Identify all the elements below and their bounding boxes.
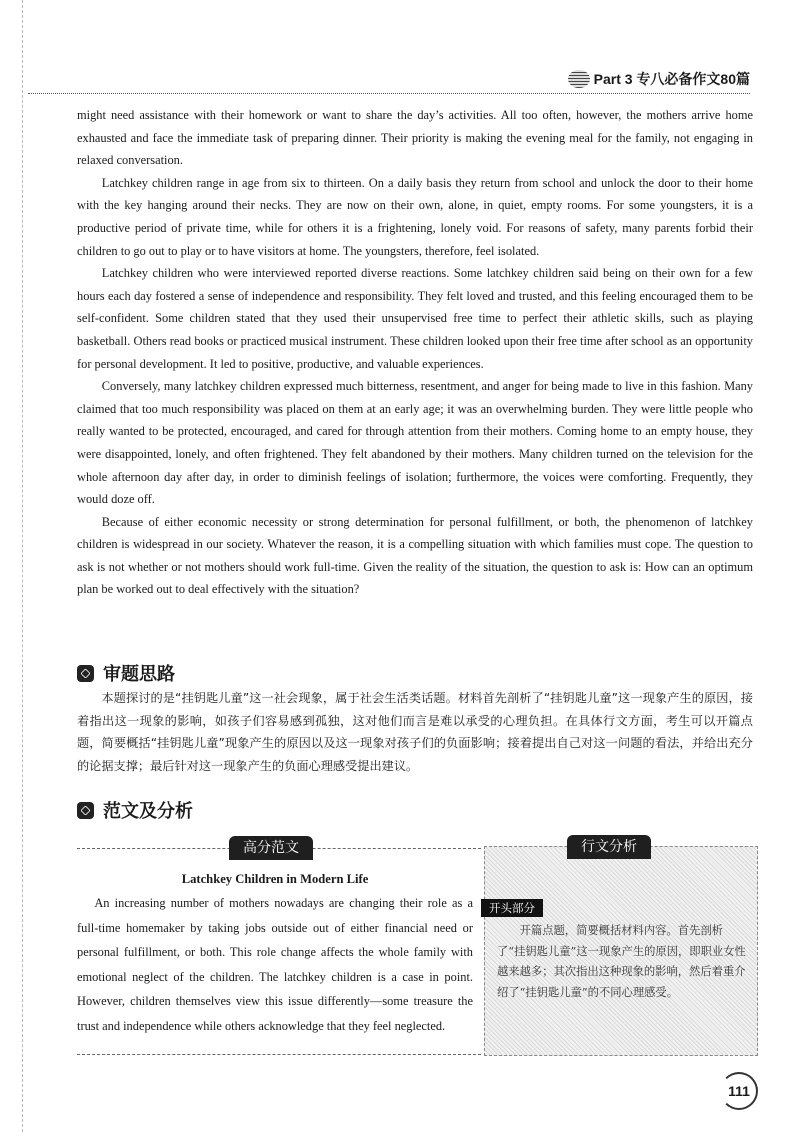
analysis-tab: 行文分析: [567, 835, 651, 859]
header-rule: [28, 93, 750, 94]
passage-paragraph: Because of either economic necessity or strong determination for personal fulfillment, or both, the phenomenon of latchkey children is widespread in our society. Whatever the reason, it is a compelling situation with which families must cope. The question to ask is not whether or not mothers should work full-time. Given the reality of the situation, the question to ask is: How can an optimum plan be worked out to deal effectively with the situation?: [77, 514, 753, 597]
section-title: 审题思路: [103, 664, 175, 685]
section-heading-analysis: [77, 660, 175, 686]
analysis-note: 开篇点题，简要概括材料内容。首先剖析了“挂钥匙儿童”这一现象产生的原因，即职业女性越来越多；其次指出这种现象的影响，然后着重介绍了“挂钥匙儿童”的不同心理感受。: [497, 924, 746, 999]
section-title: 范文及分析: [103, 801, 193, 822]
topic-analysis: [77, 687, 753, 777]
running-header: [568, 66, 750, 92]
passage: [77, 104, 753, 601]
analysis-box: [484, 839, 758, 1056]
opening-label: 开头部分: [481, 899, 543, 917]
essay-title: Latchkey Children in Modern Life: [181, 872, 369, 886]
part-label: Part 3 专八必备作文80篇: [593, 71, 750, 87]
divider: [77, 1054, 481, 1055]
model-essay: [77, 840, 473, 1039]
globe-icon: [568, 70, 590, 88]
binding-margin: [0, 0, 23, 1132]
layers-icon: [77, 802, 94, 819]
passage-paragraph: Latchkey children who were interviewed reported diverse reactions. Some latchkey children said being on their own for a few hours each day fostered a sense of independence and responsibility. They felt loved and trusted, and this feeling encouraged them to be self-confident. Some children stated that they used their unsupervised free time to perfect their athletic skills, such as playing basketball. Others read books or practiced musical instrument. These children looked upon their free time after school as an opportunity for personal development. It led to positive, productive, and valuable experiences.: [77, 266, 753, 371]
layers-icon: [77, 665, 94, 682]
model-essay-tab: 高分范文: [229, 836, 313, 860]
passage-paragraph: Latchkey children range in age from six to thirteen. On a daily basis they return from school and unlock the door to their home with the key hanging around their necks. They are now on their own, alone, in quiet, empty rooms. For some youngsters, it is a productive period of private time, while for others it is a frightening, lonely void. For reasons of safety, many parents forbid their children to go out to play or to have visitors at home. The youngsters, therefore, feel isolated.: [77, 175, 753, 258]
section-heading-model: [77, 797, 193, 823]
analysis-paragraph: 本题探讨的是“挂钥匙儿童”这一社会现象，属于社会生活类话题。材料首先剖析了“挂钥匙儿童”这一现象产生的原因，接着指出这一现象的影响，如孩子们容易感到孤独，这对他们而言是难以承受的心理负担。在具体行文方面，考生可以开篇点题，简要概括“挂钥匙儿童”现象产生的原因以及这一现象对孩子们的负面影响；接着提出自己对这一问题的看法，并给出充分的论据支撑；最后针对这一现象产生的负面心理感受提出建议。: [77, 691, 753, 773]
passage-paragraph: might need assistance with their homework or want to share the day’s activities. All too often, however, the mothers arrive home exhausted and face the immediate task of preparing dinner. Their priority is making the evening meal for the family, not engaging in relaxed conversation.: [77, 108, 753, 168]
page-number: 111: [720, 1072, 758, 1110]
passage-paragraph: Conversely, many latchkey children expressed much bitterness, resentment, and anger for being made to live in this fashion. Many claimed that too much responsibility was placed on them at an early age; it was an overwhelming burden. They were little people who really wanted to be protected, encouraged, and cared for through attention from their mothers. Coming home to an empty house, they were disappointed, lonely, and often frightened. They felt abandoned by their mothers. Many children turned on the television for the whole afternoon day after day, in order to diminish feelings of isolation; furthermore, the voices were comforting. Frequently, they would doze off.: [77, 379, 753, 507]
essay-paragraph: An increasing number of mothers nowadays are changing their role as a full-time homemaker by taking jobs outside out of either financial need or personal fulfillment, or both. This role change affects the whole family with emotional neglect of the children. The latchkey children is a case in point. However, children themselves view this issue differently—some treasure the trust and independence while others acknowledge that they feel neglected.: [77, 896, 473, 1033]
